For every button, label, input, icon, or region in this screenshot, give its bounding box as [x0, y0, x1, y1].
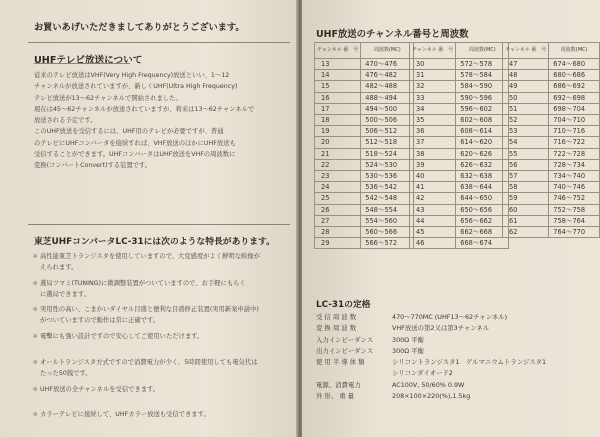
channel-number-cell: 54: [503, 137, 549, 148]
table-row: [315, 115, 414, 126]
channel-number-cell: 26: [315, 204, 361, 215]
channel-number-cell: 59: [503, 193, 549, 204]
frequency-cell: 572〜578: [456, 59, 509, 70]
feature-item: ＊ オールトランジスタ方式ですので消費電力が少く、5時間使用しても電気代は たった50銭です。: [32, 359, 258, 378]
frequency-cell: 722〜728: [549, 148, 600, 159]
channel-number-cell: 37: [410, 137, 456, 148]
frequency-cell: 590〜596: [456, 92, 509, 103]
bullet-star: ＊: [32, 386, 39, 393]
channel-number-cell: 20: [315, 137, 361, 148]
channel-number-cell: 24: [315, 182, 361, 193]
bullet-star: ＊: [32, 280, 39, 287]
frequency-cell: 614〜620: [456, 137, 509, 148]
channel-number-cell: 41: [410, 182, 456, 193]
frequency-cell: 764〜770: [549, 227, 600, 238]
channel-number-cell: 25: [315, 193, 361, 204]
channel-number-cell: 33: [410, 92, 456, 103]
channel-number-cell: 53: [503, 126, 549, 137]
channel-number-cell: 28: [315, 227, 361, 238]
frequency-cell: 746〜752: [549, 193, 600, 204]
channel-number-cell: 56: [503, 159, 549, 170]
channel-number-cell: 55: [503, 148, 549, 159]
channel-table-col3: [502, 42, 600, 238]
channel-number-cell: 17: [315, 103, 361, 114]
table-row: [315, 126, 414, 137]
frequency-cell: 548〜554: [361, 204, 414, 215]
channel-number-cell: 61: [503, 215, 549, 226]
channel-number-cell: 35: [410, 115, 456, 126]
frequency-cell: 632〜638: [456, 171, 509, 182]
frequency-cell: 554〜560: [361, 215, 414, 226]
table-row: [315, 103, 414, 114]
table-row: [410, 215, 509, 226]
spec-label: 出力インピーダンス: [316, 346, 374, 355]
table-row: [503, 81, 600, 92]
frequency-cell: 602〜608: [456, 115, 509, 126]
channel-number-cell: 47: [503, 59, 549, 70]
table-row: [315, 137, 414, 148]
channel-number-cell: 34: [410, 103, 456, 114]
bullet-star: ＊: [32, 359, 39, 366]
table-row: [410, 137, 509, 148]
section1-title: UHFテレビ放送について: [34, 55, 143, 66]
frequency-cell: 542〜548: [361, 193, 414, 204]
table-row: [503, 148, 600, 159]
frequency-cell: 650〜656: [456, 204, 509, 215]
frequency-cell: 704〜710: [549, 115, 600, 126]
table-row: [315, 81, 414, 92]
channel-number-cell: 45: [410, 227, 456, 238]
table-row: [315, 238, 414, 249]
bullet-star: ＊: [32, 306, 39, 313]
spec-value: シリコントランジスタ1 ゲルマニウムトランジスタ1: [392, 358, 547, 367]
channel-number-cell: 62: [503, 227, 549, 238]
frequency-cell: 494〜500: [361, 103, 414, 114]
frequency-cell: 656〜662: [456, 215, 509, 226]
frequency-cell: 734〜740: [549, 171, 600, 182]
table-row: [410, 115, 509, 126]
table-row: [410, 204, 509, 215]
frequency-cell: 578〜584: [456, 70, 509, 81]
frequency-cell: 716〜722: [549, 137, 600, 148]
table-row: [503, 115, 600, 126]
greeting-heading: お買いあげいただきましてありがとうございます。: [34, 22, 245, 33]
frequency-cell: 626〜632: [456, 159, 509, 170]
channel-number-cell: 15: [315, 81, 361, 92]
frequency-cell: 524〜530: [361, 159, 414, 170]
frequency-cell: 560〜566: [361, 227, 414, 238]
table-row: [315, 204, 414, 215]
bullet-star: ＊: [32, 333, 39, 340]
channel-number-cell: 38: [410, 148, 456, 159]
table-row: [410, 182, 509, 193]
channel-header: チャンネル 番 号: [315, 43, 361, 59]
frequency-cell: 662〜668: [456, 227, 509, 238]
table-row: [410, 81, 509, 92]
frequency-cell: 680〜686: [549, 70, 600, 81]
channel-number-cell: 29: [315, 238, 361, 249]
feature-item: ＊ UHF放送の全チャンネルを受信できます。: [32, 384, 294, 409]
section1-line: 従来のテレビ放送はVHF(Very High Frequency)放送といい、1〜12: [34, 72, 230, 79]
channel-number-cell: 40: [410, 171, 456, 182]
channel-number-cell: 58: [503, 182, 549, 193]
channel-number-cell: 16: [315, 92, 361, 103]
table-row: [410, 227, 509, 238]
table-row: [410, 59, 509, 70]
right-page: [302, 0, 600, 437]
feature-item: ＊ 電擊にも強い設計ですので安心してご使用いただけます。: [32, 331, 294, 357]
frequency-cell: 506〜512: [361, 126, 414, 137]
table-row: [315, 182, 414, 193]
frequency-cell: 470〜476: [361, 59, 414, 70]
spec-value: シリコンダイオード2: [392, 369, 453, 378]
table-row: [315, 215, 414, 226]
channel-number-cell: 50: [503, 92, 549, 103]
section1-body: [34, 70, 254, 172]
section1-line: チャンネルが放送されていますが、新しくUHF(Ultra High Frequency): [34, 83, 238, 91]
frequency-header: 周波数(MC): [549, 43, 600, 59]
channel-number-cell: 57: [503, 171, 549, 182]
channel-number-cell: 31: [410, 70, 456, 81]
section1-line: 放送される予定です。: [34, 117, 97, 125]
table-row: [503, 227, 600, 238]
feature-item: ＊ 選局ツマミ(TUNING)に微調整装置がついていますので、お手軽にもらく に選局できます。: [32, 280, 246, 299]
channel-number-cell: 43: [410, 204, 456, 215]
table-row: [503, 182, 600, 193]
bullet-star: ＊: [32, 253, 39, 260]
channel-table-title: UHF放送のチャンネル番号と周波数: [316, 29, 469, 40]
table-row: [503, 159, 600, 170]
channel-number-cell: 44: [410, 215, 456, 226]
section1-line: テレビ放送が13〜62チャンネルで開始されました。: [34, 94, 182, 102]
feature-item: ＊ 実用性の高い、こまかいダイヤル目盛と便利な目盛修正装置(実用新案申請中) がついていますので動作は常に正確です。: [32, 306, 259, 325]
table-row: [315, 171, 414, 182]
frequency-cell: 488〜494: [361, 92, 414, 103]
divider-top: [28, 42, 290, 43]
frequency-cell: 692〜698: [549, 92, 600, 103]
channel-number-cell: 42: [410, 193, 456, 204]
frequency-cell: 668〜674: [456, 238, 509, 249]
table-header-row: [503, 43, 600, 59]
channel-number-cell: 30: [410, 59, 456, 70]
spec-value: 208×100×220(%),1.5kg: [392, 392, 471, 401]
table-header-row: [410, 43, 509, 59]
table-row: [315, 59, 414, 70]
channel-number-cell: 49: [503, 81, 549, 92]
table-row: [315, 92, 414, 103]
spec-label: 入力インピーダンス: [316, 335, 374, 344]
channel-table-col1: [314, 42, 414, 249]
channel-number-cell: 39: [410, 159, 456, 170]
table-row: [503, 92, 600, 103]
channel-number-cell: 13: [315, 59, 361, 70]
spec-label: 使 用 半 導 体 類: [316, 358, 365, 367]
frequency-header: 周波数(MC): [456, 43, 509, 59]
table-row: [503, 137, 600, 148]
frequency-cell: 644〜650: [456, 193, 509, 204]
table-row: [410, 103, 509, 114]
section1-line: 受信することができます。UHFコンバータはUHF放送をVHFの周波数に: [34, 151, 236, 159]
table-row: [410, 171, 509, 182]
channel-number-cell: 51: [503, 103, 549, 114]
frequency-cell: 536〜542: [361, 182, 414, 193]
channel-number-cell: 14: [315, 70, 361, 81]
spec-value: AC100V, 50/60% 0.9W: [392, 380, 465, 389]
frequency-cell: 596〜602: [456, 103, 509, 114]
feature-item: ＊ カラーテレビに接続して、UHFカラー放送も受信できます。: [32, 409, 294, 423]
channel-number-cell: 46: [410, 238, 456, 249]
frequency-cell: 500〜506: [361, 115, 414, 126]
frequency-cell: 752〜758: [549, 204, 600, 215]
channel-number-cell: 22: [315, 159, 361, 170]
channel-number-cell: 36: [410, 126, 456, 137]
table-row: [315, 193, 414, 204]
table-row: [503, 193, 600, 204]
frequency-cell: 686〜692: [549, 81, 600, 92]
frequency-cell: 476〜482: [361, 70, 414, 81]
table-row: [410, 193, 509, 204]
channel-number-cell: 48: [503, 70, 549, 81]
spec-value: 300Ω 平衡: [392, 346, 424, 355]
frequency-cell: 758〜764: [549, 215, 600, 226]
feature-item: ＊ 高性能東芝トランジスタを使用していますので、大変感度がよく鮮明な映像が えられます。: [32, 253, 260, 272]
bullet-star: ＊: [32, 411, 39, 418]
table-row: [410, 126, 509, 137]
frequency-cell: 584〜590: [456, 81, 509, 92]
channel-number-cell: 60: [503, 204, 549, 215]
table-row: [503, 59, 600, 70]
left-page: [0, 0, 298, 437]
frequency-cell: 710〜716: [549, 126, 600, 137]
table-row: [410, 238, 509, 249]
table-row: [410, 92, 509, 103]
table-header-row: [315, 43, 414, 59]
table-row: [503, 126, 600, 137]
spec-label: 外 形、 重 量: [316, 392, 355, 401]
table-row: [503, 70, 600, 81]
channel-number-cell: 27: [315, 215, 361, 226]
frequency-cell: 482〜488: [361, 81, 414, 92]
table-row: [315, 227, 414, 238]
table-row: [410, 70, 509, 81]
frequency-cell: 638〜644: [456, 182, 509, 193]
frequency-cell: 740〜746: [549, 182, 600, 193]
frequency-cell: 566〜572: [361, 238, 414, 249]
section1-title-underline: [34, 63, 130, 64]
channel-header: チャンネル 番 号: [503, 43, 549, 59]
section1-line: 現在は45〜62チャンネルが放送されていますが、将来は13〜62チャンネルで: [34, 105, 255, 113]
spec-title: LC-31の定格: [316, 300, 371, 310]
table-row: [503, 204, 600, 215]
frequency-header: 周波数(MC): [361, 43, 414, 59]
table-row: [410, 159, 509, 170]
table-row: [503, 103, 600, 114]
channel-number-cell: 18: [315, 115, 361, 126]
table-row: [503, 215, 600, 226]
frequency-cell: 608〜614: [456, 126, 509, 137]
channel-number-cell: 21: [315, 148, 361, 159]
frequency-cell: 530〜536: [361, 171, 414, 182]
channel-number-cell: 19: [315, 126, 361, 137]
table-row: [315, 148, 414, 159]
channel-number-cell: 32: [410, 81, 456, 92]
section1-line: のテレビにUHFコンバータを接続すれば、VHF放送のほかにUHF放送も: [34, 139, 236, 147]
frequency-cell: 698〜704: [549, 103, 600, 114]
frequency-cell: 620〜626: [456, 148, 509, 159]
table-row: [315, 70, 414, 81]
channel-number-cell: 52: [503, 115, 549, 126]
frequency-cell: 518〜524: [361, 148, 414, 159]
channel-header: チャンネル 番 号: [410, 43, 456, 59]
frequency-cell: 728〜734: [549, 159, 600, 170]
spec-value: 470〜770MC (UHF13〜62チャンネル): [392, 313, 508, 321]
channel-table-col2: [409, 42, 509, 249]
features-list: [32, 251, 294, 423]
frequency-cell: 674〜680: [549, 59, 600, 70]
frequency-cell: 512〜518: [361, 137, 414, 148]
section1-line: 変換(コンバートConvert)する装置です。: [34, 162, 152, 170]
spec-label: 変 換 周 波 数: [316, 324, 357, 333]
section2-title: 東芝UHFコンバータLC-31には次のような特長があります。: [34, 237, 275, 247]
channel-number-cell: 23: [315, 171, 361, 182]
section1-line: このUHF放送を受信するには、UHF用のテレビが必要ですが、普通: [34, 128, 224, 136]
table-row: [410, 148, 509, 159]
spec-label: 電源、消費電力: [316, 380, 361, 389]
divider-middle: [28, 224, 290, 225]
spec-value: 300Ω 平衡: [392, 335, 424, 344]
spec-label: 受 信 周 波 数: [316, 313, 357, 321]
table-row: [315, 159, 414, 170]
table-row: [503, 171, 600, 182]
spec-value: VHF放送の第2又は第3チャンネル: [392, 324, 490, 333]
